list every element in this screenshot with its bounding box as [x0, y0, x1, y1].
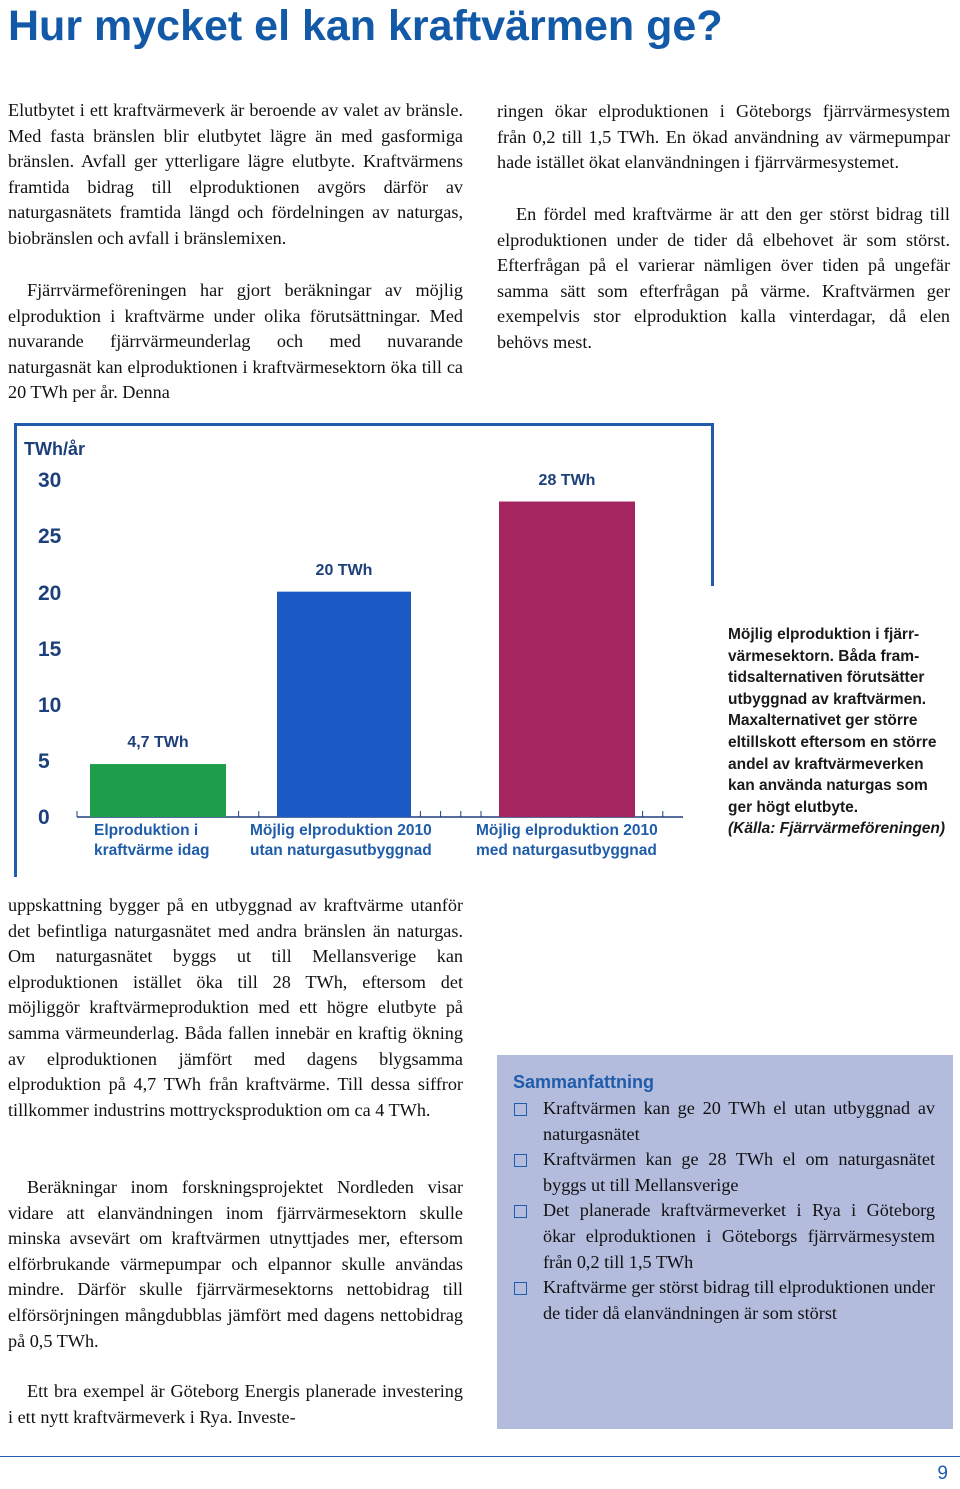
summary-item: Kraftvärme ger störst bidrag till elproduktionen under de tider då elanvändningen är som störst: [513, 1275, 935, 1326]
bar-category-label: Möjlig elproduktion 2010 med naturgasutbyggnad: [476, 822, 658, 859]
checkbox-bullet-icon: [514, 1154, 527, 1167]
chart-y-tick: 20: [38, 582, 62, 605]
chart-y-tick: 25: [38, 525, 62, 548]
page-number: 9: [937, 1463, 948, 1484]
caption-source: (Källa: Fjärrvärmeföreningen): [728, 820, 946, 838]
summary-item: Kraftvärmen kan ge 20 TWh el utan utbyggnad av naturgasnätet: [513, 1096, 935, 1147]
bar-data-label: 20 TWh: [315, 561, 373, 579]
bar: [499, 502, 635, 817]
chart-caption: Möjlig elproduktion i fjärrvärmesektorn. Båda framtidsalternativen förutsätter utbyggnad av kraftvärmen. Maxalternativet ger större eltillskott eftersom en större andel av kraftvärmeverken kan använda naturgas som ger högt elutbyte. (Källa: Fjärrvärmeföreningen): [728, 624, 950, 840]
footer-rule: [0, 1456, 960, 1457]
body-paragraph-6: Beräkningar inom forskningsprojektet Nordleden visar vidare att elanvändningen inom fjärrvärmesektorn skulle minska avsevärt om kraftvärmen utnyttjades mer, eftersom elförbrukande värmepumpar och elpannor skulle användas mindre. Därför skulle fjärrvärmesektorns nettobidrag till elförsörjningen mångdubblas jämfört med dagens nettobidrag på 0,5 TWh.: [8, 1177, 463, 1351]
checkbox-bullet-icon: [514, 1205, 527, 1218]
bar-category-label: Elproduktion i kraftvärme idag: [94, 822, 210, 859]
bar: [277, 592, 411, 817]
body-paragraph-7: Ett bra exempel är Göteborg Energis planerade investering i ett nytt kraftvärmeverk i Rya. Investe-: [8, 1381, 463, 1427]
bar: [90, 764, 226, 817]
chart-y-tick: 10: [38, 694, 62, 717]
checkbox-bullet-icon: [514, 1103, 527, 1116]
chart-y-tick: 15: [38, 638, 62, 661]
summary-item: Det planerade kraftvärmeverket i Rya i Göteborg ökar elproduktionen i Göteborgs fjärrvärmesystem från 0,2 till 1,5 TWh: [513, 1198, 935, 1275]
summary-box: [497, 1055, 953, 1429]
body-paragraph-5: uppskattning bygger på en utbyggnad av kraftvärme utanför det befintliga naturgasnätet med andra bränslen än naturgas. Om naturgasnätet byggs ut till Mellansverige kan elproduktionen istället öka till 28 TWh, eftersom det möjliggör kraftvärmeproduktion med ett högre elutbyte på samma värmeunderlag. Båda fallen innebär en kraftig ökning av elproduktionen jämfört med dagens blygsamma elproduktion på 4,7 TWh från kraftvärme. Till dessa siffror tillkommer industrins mottrycksproduktion om ca 4 TWh.: [8, 895, 463, 1120]
body-paragraph-2: Fjärrvärmeföreningen har gjort beräkningar av möjlig elproduktion i kraftvärme under olika förutsättningar. Med nuvarande fjärrvärmeunderlag och med nuvarande naturgasnät kan elproduktionen i kraftvärmesektorn öka till ca 20 TWh per år. Denna: [8, 280, 463, 403]
body-paragraph-4: En fördel med kraftvärme är att den ger störst bidrag till elproduktionen under de tider då elbehovet är som störst. Efterfrågan på el varierar nämligen över tiden på ungefär samma sätt som efterfrågan på värme. Kraftvärmen ger exempelvis stor elproduktion kalla vinterdagar, då elen behövs mest.: [497, 204, 950, 352]
summary-list: [513, 1096, 935, 1326]
chart-y-tick: 5: [38, 750, 50, 773]
chart-y-axis-label: TWh/år: [24, 439, 85, 459]
body-paragraph-1: Elutbytet i ett kraftvärmeverk är beroende av valet av bränsle. Med fasta bränslen blir elutbytet lägre än med gasformiga bränslen. Avfall ger ytterligare lägre elutbyte. Kraftvärmens framtida bidrag till elproduktionen avgörs därför av naturgasnätets framtida längd och fördelningen av naturgas, biobränslen och avfall i bränslemixen.: [8, 100, 463, 248]
checkbox-bullet-icon: [514, 1282, 527, 1295]
bar-category-label: Möjlig elproduktion 2010 utan naturgasutbyggnad: [250, 822, 432, 859]
page-title: Hur mycket el kan kraftvärmen ge?: [8, 2, 723, 50]
chart-y-tick: 30: [38, 469, 62, 492]
chart-y-tick: 0: [38, 806, 50, 829]
summary-item: Kraftvärmen kan ge 28 TWh el om naturgasnätet byggs ut till Mellansverige: [513, 1147, 935, 1198]
summary-heading: Sammanfattning: [513, 1072, 655, 1092]
bar-data-label: 4,7 TWh: [127, 734, 189, 752]
body-paragraph-3: ringen ökar elproduktionen i Göteborgs fjärrvärmesystem från 0,2 till 1,5 TWh. En ökad användning av värmepumpar hade istället ökat elanvändningen i fjärrvärmesystemet.: [497, 101, 950, 173]
bar-data-label: 28 TWh: [538, 471, 596, 489]
